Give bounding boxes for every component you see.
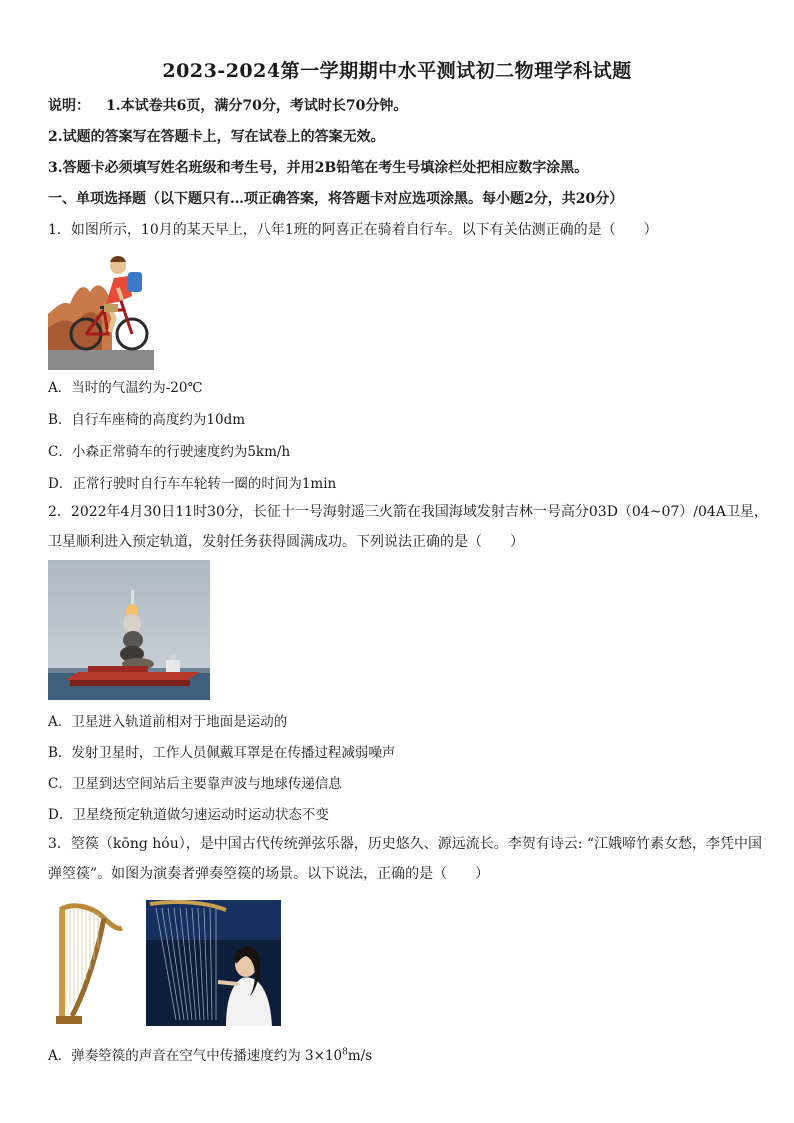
exam-title: 2023-2024第一学期期中水平测试初二物理学科试题 [162,60,632,82]
q2-option-b: B．发射卫星时，工作人员佩戴耳罩是在传播过程减弱噪声 [48,745,396,761]
q2-stem-line-1: 2．2022年4月30日11时30分，长征十一号海射遥三火箭在我国海域发射吉林一号高分03D（04~07）/04A卫星， [48,504,768,520]
q2-option-a: A．卫星进入轨道前相对于地面是运动的 [48,714,288,730]
q3-option-a [48,1044,372,1064]
q3-stem-line-2: 弹箜篌”。如图为演奏者弹奏箜篌的场景。以下说法，正确的是（ ） [48,866,490,882]
q1-option-c: C．小森正常骑车的行驶速度约为5km/h [48,444,291,460]
q1-option-d: D．正常行驶时自行车车轮转一圈的时间为1min [48,476,337,492]
note-1: 1.本试卷共6页，满分70分，考试时长70分钟。 [106,98,408,114]
section-heading: 一、单项选择题（以下题只有…项正确答案，将答题卡对应选项涂黑。每小题2分，共20分） [48,191,624,207]
q3-stem-line-1: 3．箜篌（kōng hóu），是中国古代传统弹弦乐器，历史悠久、源远流长。李贺有诗云: “江娥啼竹素女愁，李凭中国 [48,836,763,852]
note-3: 3.答题卡必须填写姓名班级和考生号，并用2B铅笔在考生号填涂栏处把相应数字涂黑。 [48,160,589,176]
q3-option-a-exponent: 8 [342,1047,348,1058]
note-2: 2.试题的答案写在答题卡上，写在试卷上的答案无效。 [48,129,385,145]
q1-option-a: A．当时的气温约为-20℃ [48,380,203,396]
q1-stem: 1．如图所示，10月的某天早上，八年1班的阿喜正在骑着自行车。以下有关估测正确的是（ ） [48,222,658,238]
q2-option-c: C．卫星到达空间站后主要靠声波与地球传递信息 [48,776,342,792]
harp-image [52,900,124,1026]
cyclist-image [48,248,154,370]
rocket-launch-image [48,560,210,700]
note-label: 说明： [48,98,90,114]
q1-option-b: B．自行车座椅的高度约为10dm [48,412,246,428]
q3-option-a-text: A．弹奏箜篌的声音在空气中传播速度约为 3×10 [48,1048,343,1064]
q2-option-d: D．卫星绕预定轨道做匀速运动时运动状态不变 [48,807,329,823]
q3-option-a-unit: m/s [347,1048,373,1064]
q2-stem-line-2: 卫星顺利进入预定轨道，发射任务获得圆满成功。下列说法正确的是（ ） [48,534,524,550]
note-line-1 [48,96,407,116]
harp-player-image [146,900,281,1026]
